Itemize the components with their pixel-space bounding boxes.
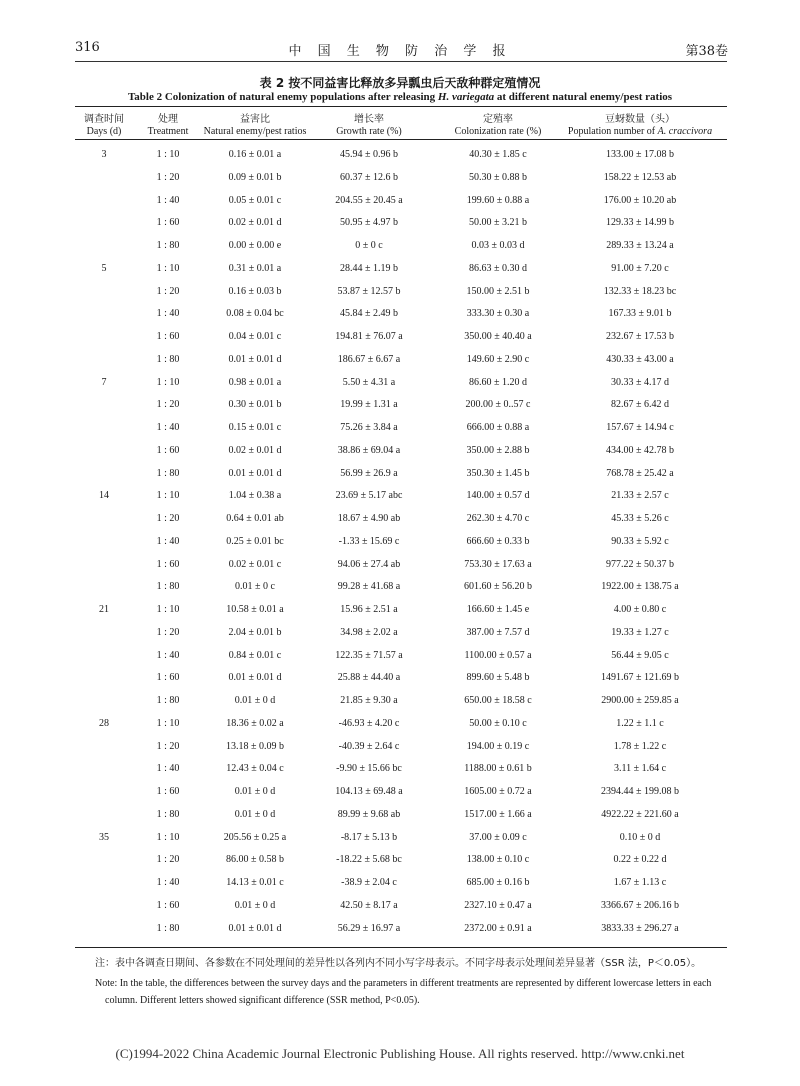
cell-population: 19.33 ± 1.27 c — [611, 626, 669, 638]
cell-treatment: 1 : 20 — [156, 285, 180, 297]
cell-colonization: 666.60 ± 0.33 b — [466, 535, 530, 547]
table-notes — [95, 955, 735, 1009]
cell-days: 7 — [101, 376, 107, 388]
cell-population: 1491.67 ± 121.69 b — [601, 672, 679, 684]
cell-treatment: 1 : 10 — [156, 262, 180, 274]
cell-ratio: 0.01 ± 0.01 d — [228, 467, 282, 479]
cell-colonization: 1100.00 ± 0.57 a — [464, 649, 532, 661]
cell-population: 4922.22 ± 221.60 a — [601, 808, 679, 820]
cell-growth: 42.50 ± 8.17 a — [340, 899, 398, 911]
cell-ratio: 0.05 ± 0.01 c — [228, 194, 282, 206]
cell-ratio: 10.58 ± 0.01 a — [226, 604, 284, 615]
cell-treatment: 1 : 20 — [156, 171, 180, 183]
cell-ratio: 1.04 ± 0.38 a — [228, 490, 282, 502]
cell-growth: 18.67 ± 4.90 ab — [337, 513, 401, 524]
cell-ratio: 0.31 ± 0.01 a — [228, 262, 282, 274]
cell-growth: 56.99 ± 26.9 a — [340, 467, 398, 479]
cell-colonization: 350.00 ± 40.40 a — [464, 331, 532, 342]
cell-population: 158.22 ± 12.53 ab — [603, 171, 677, 183]
cell-growth: -18.22 ± 5.68 bc — [336, 854, 402, 866]
cell-ratio: 0.16 ± 0.03 b — [228, 285, 282, 297]
cell-colonization: 387.00 ± 7.57 d — [466, 626, 530, 638]
cell-growth: 94.06 ± 27.4 ab — [337, 558, 401, 570]
cell-ratio: 0.02 ± 0.01 c — [228, 558, 282, 570]
cell-colonization: 899.60 ± 5.48 b — [466, 672, 530, 684]
cell-colonization: 601.60 ± 56.20 b — [464, 581, 532, 593]
cell-ratio: 0.01 ± 0 d — [234, 808, 276, 820]
cell-population: 430.33 ± 43.00 a — [606, 353, 674, 365]
cell-population: 4.00 ± 0.80 c — [613, 604, 667, 615]
cell-ratio: 0.04 ± 0.01 c — [228, 331, 282, 342]
cell-ratio: 0.84 ± 0.01 c — [228, 649, 282, 661]
cell-population: 0.10 ± 0 d — [619, 831, 661, 843]
cell-growth: 0 ± 0 c — [355, 240, 383, 251]
cell-growth: 99.28 ± 41.68 a — [337, 581, 401, 593]
col-header-growth-en: Growth rate (%) — [336, 126, 402, 137]
cell-treatment: 1 : 40 — [156, 649, 180, 661]
cell-ratio: 2.04 ± 0.01 b — [228, 626, 282, 638]
cell-days: 28 — [99, 717, 109, 729]
cell-colonization: 1517.00 ± 1.66 a — [464, 808, 532, 820]
cell-days: 3 — [101, 149, 107, 160]
col-header-treatment-zh: 处理 — [158, 114, 178, 125]
col-header-days-en: Days (d) — [86, 126, 122, 137]
cell-growth: -38.9 ± 2.04 c — [341, 877, 397, 888]
cell-colonization: 1188.00 ± 0.61 b — [464, 763, 532, 775]
cell-population: 1.67 ± 1.13 c — [613, 877, 667, 888]
cell-growth: 204.55 ± 20.45 a — [335, 194, 403, 206]
volume-number: 第38卷 — [685, 44, 728, 59]
cell-colonization: 650.00 ± 18.58 c — [464, 695, 532, 706]
cell-population: 2394.44 ± 199.08 b — [601, 786, 679, 797]
cell-colonization: 138.00 ± 0.10 c — [466, 854, 530, 866]
cell-colonization: 666.00 ± 0.88 a — [466, 422, 530, 433]
header-rule — [75, 61, 727, 62]
cell-population: 2900.00 ± 259.85 a — [601, 695, 679, 706]
cell-ratio: 0.01 ± 0 d — [234, 786, 276, 797]
cell-days: 5 — [101, 262, 107, 274]
cell-ratio: 0.64 ± 0.01 ab — [226, 513, 284, 524]
cell-growth: -8.17 ± 5.13 b — [340, 831, 398, 843]
cell-treatment: 1 : 20 — [156, 626, 180, 638]
col-header-ratio-en: Natural enemy/pest ratios — [203, 126, 307, 137]
cell-treatment: 1 : 60 — [156, 786, 180, 797]
cell-growth: 104.13 ± 69.48 a — [335, 786, 403, 797]
cell-treatment: 1 : 60 — [156, 331, 180, 342]
cell-days: 14 — [99, 490, 109, 502]
journal-title: 中 国 生 物 防 治 学 报 — [288, 44, 512, 59]
cell-ratio: 0.02 ± 0.01 d — [228, 217, 282, 229]
cell-population: 30.33 ± 4.17 d — [611, 376, 669, 388]
cell-treatment: 1 : 10 — [156, 149, 180, 160]
cell-growth: -46.93 ± 4.20 c — [338, 717, 400, 729]
cell-growth: 60.37 ± 12.6 b — [340, 171, 398, 183]
cell-growth: 186.67 ± 6.67 a — [337, 353, 401, 365]
cell-colonization: 50.30 ± 0.88 b — [469, 171, 527, 183]
cell-treatment: 1 : 60 — [156, 558, 180, 570]
cell-ratio: 0.30 ± 0.01 b — [228, 399, 282, 411]
cell-treatment: 1 : 60 — [156, 672, 180, 684]
cell-ratio: 0.01 ± 0 d — [234, 695, 276, 706]
cell-ratio: 0.09 ± 0.01 b — [228, 171, 282, 183]
cell-ratio: 0.01 ± 0.01 d — [228, 672, 282, 684]
cell-population: 3366.67 ± 206.16 b — [601, 899, 679, 911]
cell-growth: 89.99 ± 9.68 ab — [337, 808, 401, 820]
cell-treatment: 1 : 10 — [156, 490, 180, 502]
cell-treatment: 1 : 60 — [156, 444, 180, 456]
cell-colonization: 1605.00 ± 0.72 a — [464, 786, 532, 797]
cell-treatment: 1 : 20 — [156, 740, 180, 752]
cell-growth: 45.94 ± 0.96 b — [340, 149, 398, 160]
cell-ratio: 205.56 ± 0.25 a — [223, 831, 287, 843]
cell-population: 45.33 ± 5.26 c — [611, 513, 669, 524]
cell-growth: 50.95 ± 4.97 b — [340, 217, 398, 229]
cell-colonization: 350.30 ± 1.45 b — [466, 467, 530, 479]
cell-treatment: 1 : 20 — [156, 399, 180, 411]
cell-growth: 19.99 ± 1.31 a — [340, 399, 398, 411]
cell-colonization: 86.60 ± 1.20 d — [469, 376, 527, 388]
cell-growth: 75.26 ± 3.84 a — [340, 422, 398, 433]
cell-treatment: 1 : 10 — [156, 717, 180, 729]
cell-ratio: 0.02 ± 0.01 d — [228, 444, 282, 456]
note-zh: 注：表中各调查日期间、各参数在不同处理间的差异性以各列内不同小写字母表示。不同字母表示处理间差异显著（SSR 法，P＜0.05）。 — [95, 957, 702, 969]
col-header-colonization-zh: 定殖率 — [483, 114, 513, 125]
cell-treatment: 1 : 80 — [156, 581, 180, 593]
cell-ratio: 0.16 ± 0.01 a — [228, 149, 282, 160]
cell-colonization: 0.03 ± 0.03 d — [471, 240, 525, 251]
cell-treatment: 1 : 40 — [156, 308, 180, 320]
cell-ratio: 0.01 ± 0.01 d — [228, 922, 282, 934]
cell-growth: 38.86 ± 69.04 a — [337, 444, 401, 456]
table-bottom-rule — [75, 947, 727, 948]
cell-growth: 45.84 ± 2.49 b — [340, 308, 398, 320]
cell-colonization: 333.30 ± 0.30 a — [466, 308, 530, 320]
cell-population: 133.00 ± 17.08 b — [606, 149, 674, 160]
table-header-rule — [75, 139, 727, 140]
page-number: 316 — [75, 40, 100, 55]
cell-colonization: 37.00 ± 0.09 c — [469, 831, 527, 843]
cell-growth: 34.98 ± 2.02 a — [340, 626, 398, 638]
cell-treatment: 1 : 40 — [156, 422, 180, 433]
cell-ratio: 0.01 ± 0 c — [235, 581, 275, 593]
cell-population: 132.33 ± 18.23 bc — [603, 285, 677, 297]
cell-ratio: 0.01 ± 0 d — [234, 899, 276, 911]
cell-days: 21 — [99, 604, 109, 615]
cell-growth: -40.39 ± 2.64 c — [338, 740, 400, 752]
cell-treatment: 1 : 80 — [156, 467, 180, 479]
cell-colonization: 50.00 ± 0.10 c — [469, 717, 527, 729]
cell-population: 977.22 ± 50.37 b — [606, 558, 674, 570]
running-header — [0, 40, 800, 60]
cell-ratio: 0.00 ± 0.00 e — [228, 240, 282, 251]
cell-population: 768.78 ± 25.42 a — [606, 467, 674, 479]
cell-growth: 5.50 ± 4.31 a — [342, 376, 396, 388]
cell-treatment: 1 : 40 — [156, 535, 180, 547]
cell-treatment: 1 : 80 — [156, 808, 180, 820]
cell-population: 91.00 ± 7.20 c — [611, 262, 669, 274]
cell-growth: 21.85 ± 9.30 a — [340, 695, 398, 706]
col-header-days-zh: 调查时间 — [84, 114, 124, 125]
cell-colonization: 140.00 ± 0.57 d — [466, 490, 530, 502]
table-top-rule — [75, 106, 727, 107]
cell-treatment: 1 : 20 — [156, 513, 180, 524]
table-caption-en: Table 2 Colonization of natural enemy populations after releasing H. variegata at different natural enemy/pest ratios — [127, 91, 673, 103]
cell-treatment: 1 : 60 — [156, 217, 180, 229]
cell-colonization: 199.60 ± 0.88 a — [466, 194, 530, 206]
cell-colonization: 2327.10 ± 0.47 a — [464, 899, 532, 911]
cell-growth: 15.96 ± 2.51 a — [340, 604, 398, 615]
cell-population: 3.11 ± 1.64 c — [613, 763, 667, 775]
cell-population: 82.67 ± 6.42 d — [611, 399, 669, 411]
cell-growth: 194.81 ± 76.07 a — [335, 331, 403, 342]
cell-population: 0.22 ± 0.22 d — [613, 854, 667, 866]
cell-ratio: 0.25 ± 0.01 bc — [226, 535, 284, 547]
cell-growth: 53.87 ± 12.57 b — [337, 285, 401, 297]
note-en: Note: In the table, the differences between the survey days and the parameters in different treatments are represented by different lowercase letters in each column. Different letters showed significant difference (SSR method, P<0.05). — [95, 977, 712, 1006]
table-caption-zh: 表 2 按不同益害比释放多异瓢虫后天敌种群定殖情况 — [259, 76, 541, 90]
col-header-growth-zh: 增长率 — [354, 114, 384, 125]
cell-ratio: 0.08 ± 0.04 bc — [226, 308, 284, 320]
col-header-population-zh: 豆蚜数量（头） — [605, 114, 675, 125]
col-header-ratio-zh: 益害比 — [240, 114, 270, 125]
cell-population: 90.33 ± 5.92 c — [611, 535, 669, 547]
copyright-footer: (C)1994-2022 China Academic Journal Electronic Publishing House. All rights reserved. http://www.cnki.net — [115, 1046, 685, 1061]
cell-treatment: 1 : 40 — [156, 763, 180, 775]
cell-colonization: 200.00 ± 0..57 c — [465, 399, 531, 411]
col-header-population-en: Population number of A. craccivora — [567, 126, 713, 137]
cell-ratio: 86.00 ± 0.58 b — [226, 854, 284, 866]
cell-population: 157.67 ± 14.94 c — [606, 422, 674, 433]
col-header-treatment-en: Treatment — [147, 126, 189, 137]
cell-colonization: 86.63 ± 0.30 d — [469, 262, 527, 274]
cell-colonization: 50.00 ± 3.21 b — [469, 217, 527, 229]
cell-colonization: 166.60 ± 1.45 e — [466, 604, 530, 615]
cell-ratio: 12.43 ± 0.04 c — [226, 763, 284, 775]
cell-treatment: 1 : 40 — [156, 877, 180, 888]
cell-population: 3833.33 ± 296.27 a — [601, 922, 679, 934]
cell-ratio: 13.18 ± 0.09 b — [226, 740, 284, 752]
col-header-colonization-en: Colonization rate (%) — [454, 126, 542, 137]
cell-population: 129.33 ± 14.99 b — [606, 217, 674, 229]
cell-ratio: 0.15 ± 0.01 c — [228, 422, 282, 433]
cell-colonization: 194.00 ± 0.19 c — [466, 740, 530, 752]
cell-population: 1922.00 ± 138.75 a — [601, 581, 679, 593]
cell-colonization: 753.30 ± 17.63 a — [464, 558, 532, 570]
cell-growth: 25.88 ± 44.40 a — [337, 672, 401, 684]
cell-growth: 122.35 ± 71.57 a — [335, 649, 403, 661]
cell-colonization: 150.00 ± 2.51 b — [466, 285, 530, 297]
cell-colonization: 685.00 ± 0.16 b — [466, 877, 530, 888]
cell-colonization: 40.30 ± 1.85 c — [469, 149, 527, 160]
cell-colonization: 149.60 ± 2.90 c — [466, 353, 530, 365]
cell-colonization: 350.00 ± 2.88 b — [466, 444, 530, 456]
cell-growth: -9.90 ± 15.66 bc — [336, 763, 402, 775]
cell-population: 167.33 ± 9.01 b — [608, 308, 672, 320]
cell-treatment: 1 : 80 — [156, 240, 180, 251]
cell-colonization: 262.30 ± 4.70 c — [466, 513, 530, 524]
cell-colonization: 2372.00 ± 0.91 a — [464, 922, 532, 934]
cell-treatment: 1 : 80 — [156, 695, 180, 706]
cell-treatment: 1 : 10 — [156, 831, 180, 843]
cell-ratio: 14.13 ± 0.01 c — [226, 877, 284, 888]
cell-growth: 56.29 ± 16.97 a — [337, 922, 401, 934]
cell-growth: 23.69 ± 5.17 abc — [335, 490, 403, 502]
cell-population: 176.00 ± 10.20 ab — [603, 194, 677, 206]
cell-growth: -1.33 ± 15.69 c — [338, 535, 400, 547]
cell-population: 21.33 ± 2.57 c — [611, 490, 669, 502]
cell-treatment: 1 : 40 — [156, 194, 180, 206]
cell-treatment: 1 : 80 — [156, 353, 180, 365]
cell-population: 232.67 ± 17.53 b — [606, 331, 674, 342]
cell-population: 434.00 ± 42.78 b — [606, 444, 674, 456]
cell-treatment: 1 : 20 — [156, 854, 180, 866]
cell-days: 35 — [99, 831, 109, 843]
cell-population: 289.33 ± 13.24 a — [606, 240, 674, 251]
cell-growth: 28.44 ± 1.19 b — [340, 262, 398, 274]
cell-ratio: 0.98 ± 0.01 a — [228, 376, 282, 388]
cell-treatment: 1 : 60 — [156, 899, 180, 911]
cell-population: 1.78 ± 1.22 c — [613, 740, 667, 752]
cell-treatment: 1 : 10 — [156, 376, 180, 388]
cell-ratio: 0.01 ± 0.01 d — [228, 353, 282, 365]
cell-ratio: 18.36 ± 0.02 a — [226, 717, 284, 729]
cell-treatment: 1 : 80 — [156, 922, 180, 934]
cell-population: 1.22 ± 1.1 c — [616, 717, 664, 729]
cell-treatment: 1 : 10 — [156, 604, 180, 615]
cell-population: 56.44 ± 9.05 c — [611, 649, 669, 661]
